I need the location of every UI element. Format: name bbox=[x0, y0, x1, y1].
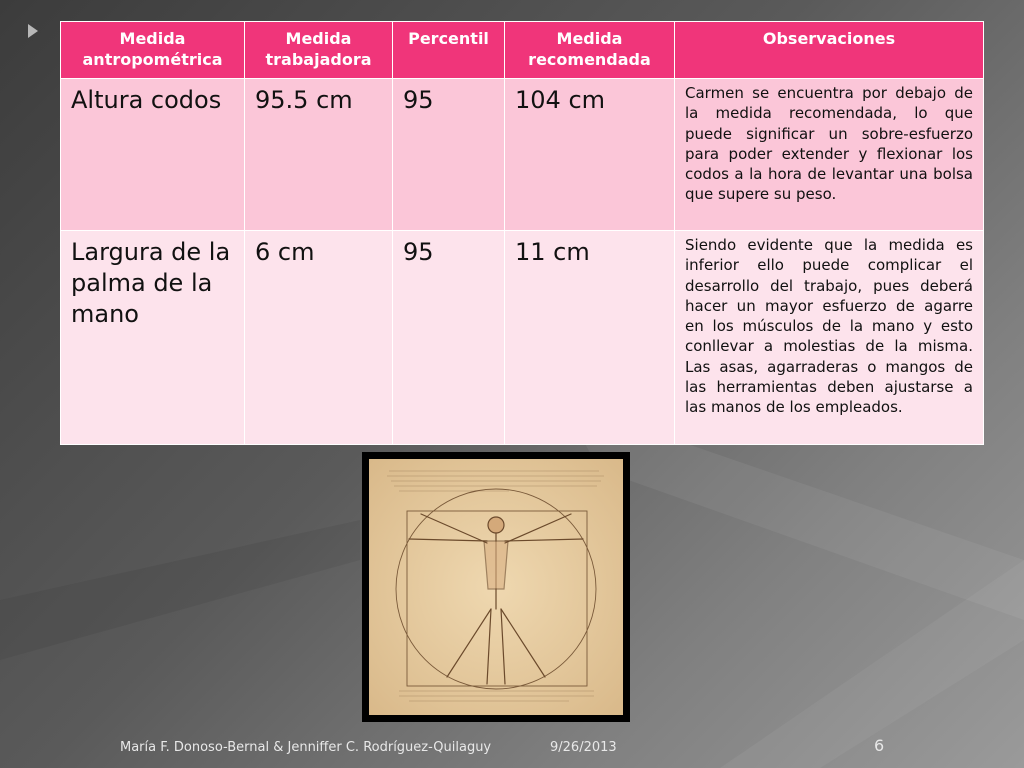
cell-observaciones: Siendo evidente que la medida es inferior ello puede complicar el desarrollo del trabajo, pues deberá hacer un mayor esfuerzo de agarre en los músculos de la mano y esto conllevar a molestias de la misma. Las asas, agarraderas o mangos de las herramientas deben ajustarse a las manos de los empleados. bbox=[675, 231, 984, 445]
cell-medida: Altura codos bbox=[61, 79, 245, 231]
vitruvian-man-image bbox=[362, 452, 630, 722]
header-medida-trabajadora: Medida trabajadora bbox=[245, 22, 393, 79]
cell-percentil: 95 bbox=[393, 79, 505, 231]
header-medida-antropometrica: Medida antropométrica bbox=[61, 22, 245, 79]
header-medida-recomendada: Medida recomendada bbox=[505, 22, 675, 79]
cell-trabajadora: 6 cm bbox=[245, 231, 393, 445]
anthropometric-table bbox=[60, 21, 984, 445]
footer-date: 9/26/2013 bbox=[550, 740, 617, 755]
cell-medida: Largura de la palma de la mano bbox=[61, 231, 245, 445]
vitruvian-man-drawing bbox=[369, 459, 623, 715]
cell-observaciones: Carmen se encuentra por debajo de la medida recomendada, lo que puede significar un sobre-esfuerzo para poder extender y flexionar los codos a la hora de levantar una bolsa que supere su peso. bbox=[675, 79, 984, 231]
cell-percentil: 95 bbox=[393, 231, 505, 445]
header-percentil: Percentil bbox=[393, 22, 505, 79]
table-header-row bbox=[61, 22, 984, 79]
table-row bbox=[61, 79, 984, 231]
bullet-arrow-icon bbox=[28, 24, 38, 38]
cell-recomendada: 104 cm bbox=[505, 79, 675, 231]
cell-recomendada: 11 cm bbox=[505, 231, 675, 445]
page-number: 6 bbox=[874, 736, 885, 755]
header-observaciones: Observaciones bbox=[675, 22, 984, 79]
table-row bbox=[61, 231, 984, 445]
footer-authors: María F. Donoso-Bernal & Jenniffer C. Rodríguez-Quilaguy bbox=[120, 740, 492, 755]
cell-trabajadora: 95.5 cm bbox=[245, 79, 393, 231]
